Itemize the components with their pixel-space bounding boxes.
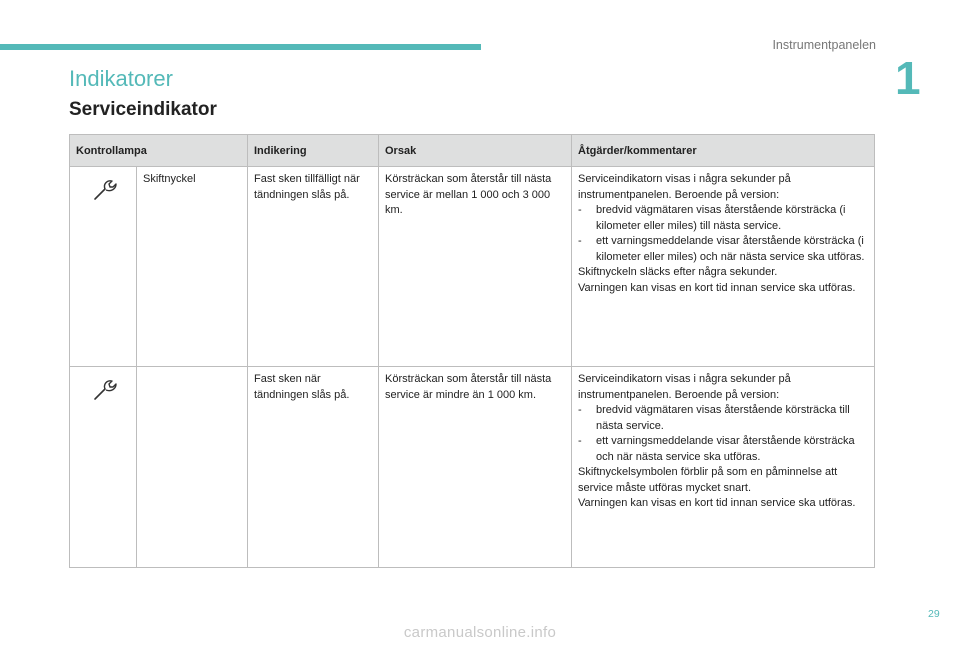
header-indikering: Indikering	[248, 135, 379, 167]
lamp-name: Skiftnyckel	[143, 173, 196, 185]
lamp-name	[137, 367, 247, 372]
indicator-table	[69, 134, 875, 568]
icon-cell	[70, 367, 137, 568]
comment-cell	[572, 367, 875, 568]
comment-intro: Serviceindikatorn visas i några sekunder på instrumentpanelen. Beroende på version:	[578, 173, 791, 201]
cause-text: Körsträckan som återstår till nästa service är mindre än 1 000 km.	[385, 373, 552, 401]
indication-cell	[248, 167, 379, 367]
comment-bullets	[578, 203, 868, 265]
wrench-icon	[89, 375, 117, 403]
wrench-icon	[89, 175, 117, 203]
comment-after: Skiftnyckelsymbolen förblir på som en påminnelse att service måste utföras mycket snart.	[578, 466, 838, 494]
header-kontrollampa: Kontrollampa	[70, 135, 248, 167]
cause-cell	[379, 367, 572, 568]
bullet-text: ett varningsmeddelande visar återstående körsträcka och när nästa service ska utföras.	[596, 435, 855, 463]
bullet-text: bredvid vägmätaren visas återstående körsträcka (i kilometer eller miles) till nästa service.	[596, 204, 846, 232]
chapter-number: 1	[895, 52, 921, 104]
list-item: - ett varningsmeddelande visar återstående körsträcka och när nästa service ska utföras.	[578, 435, 855, 463]
list-item: - bredvid vägmätaren visas återstående körsträcka (i kilometer eller miles) till nästa service.	[578, 204, 846, 232]
list-item: - ett varningsmeddelande visar återstående körsträcka (i kilometer eller miles) och när nästa service ska utföras.	[578, 235, 865, 263]
comment-bullets	[578, 403, 868, 465]
indication-cell	[248, 367, 379, 568]
comment-after: Varningen kan visas en kort tid innan service ska utföras.	[578, 281, 856, 294]
icon-cell	[70, 167, 137, 367]
bullet-text: bredvid vägmätaren visas återstående körsträcka till nästa service.	[596, 404, 850, 432]
lamp-name-cell	[137, 367, 248, 568]
page-heading: Indikatorer	[69, 66, 173, 91]
cause-text: Körsträckan som återstår till nästa service är mellan 1 000 och 3 000 km.	[385, 173, 552, 216]
page-number: 29	[928, 608, 940, 620]
page-subheading: Serviceindikator	[69, 99, 217, 120]
table-row	[70, 167, 875, 367]
cause-cell	[379, 167, 572, 367]
header-orsak: Orsak	[379, 135, 572, 167]
comment-intro: Serviceindikatorn visas i några sekunder på instrumentpanelen. Beroende på version:	[578, 373, 791, 401]
comment-after: Skiftnyckeln släcks efter några sekunder.	[578, 266, 778, 278]
comment-cell	[572, 167, 875, 367]
list-item: - bredvid vägmätaren visas återstående körsträcka till nästa service.	[578, 404, 850, 432]
indication-text: Fast sken tillfälligt när tändningen slås på.	[254, 173, 360, 201]
section-title: Instrumentpanelen	[772, 38, 876, 52]
bullet-text: ett varningsmeddelande visar återstående körsträcka (i kilometer eller miles) och när nästa service ska utföras.	[596, 235, 865, 263]
table-row	[70, 367, 875, 568]
indication-text: Fast sken när tändningen slås på.	[254, 373, 350, 401]
watermark: carmanualsonline.info	[403, 624, 557, 641]
table-header-row	[70, 135, 875, 167]
header-atgarder: Åtgärder/kommentarer	[572, 135, 875, 167]
accent-bar	[0, 44, 481, 50]
comment-after: Varningen kan visas en kort tid innan service ska utföras.	[578, 497, 856, 509]
lamp-name-cell	[137, 167, 248, 367]
